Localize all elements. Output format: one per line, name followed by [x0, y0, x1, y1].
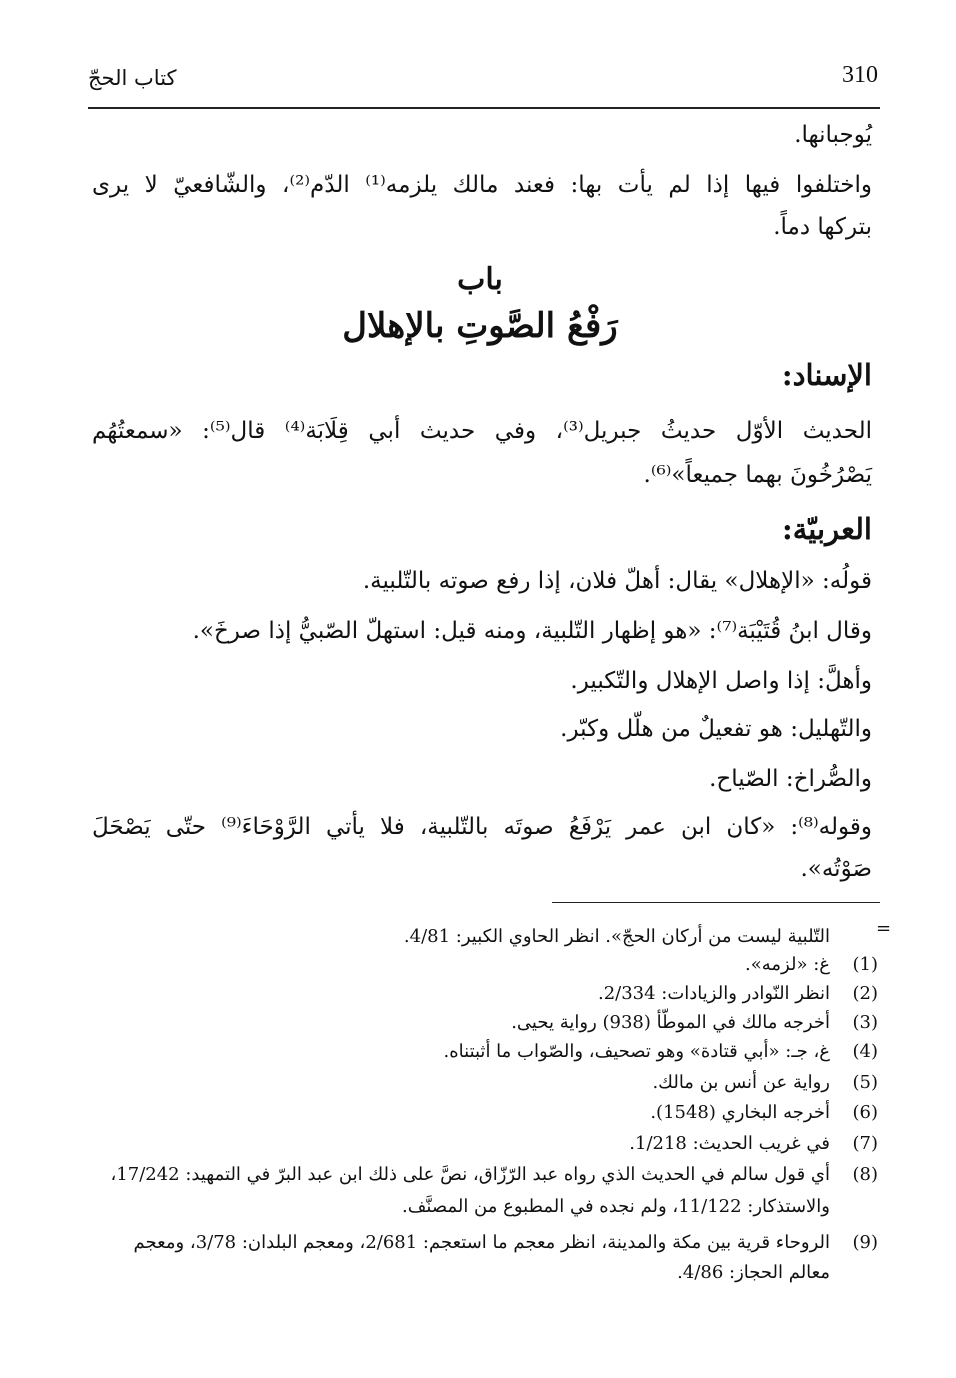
footnote-text: غ، جـ: «أبي قتادة» وهو تصحيف، والصّواب ما أثبتناه.: [443, 1041, 830, 1062]
body-line: يُوجبانها.: [794, 122, 872, 148]
body-line: يَصْرُخُونَ بهما جميعاً»⁽⁶⁾.: [643, 462, 872, 488]
footnote-rule: [552, 902, 880, 903]
footnote-number: (4): [852, 1041, 878, 1062]
body-line: وقوله⁽⁸⁾: «كان ابن عمر يَرْفَعُ صوتَه بالتّلبية، فلا يأتي الرَّوْحَاءَ⁽⁹⁾ حتّى يَصْحَلَ: [92, 814, 872, 840]
footnote-number: (5): [852, 1072, 878, 1093]
body-line: وقال ابنُ قُتَيْبَة⁽⁷⁾: «هو إظهار التّلبية، ومنه قيل: استهلّ الصّبيُّ إذا صرخَ».: [192, 618, 872, 644]
footnote-number: (7): [852, 1133, 878, 1154]
footnote-text: أخرجه مالك في الموطّأ (938) رواية يحيى.: [511, 1012, 830, 1033]
footnote-number: (2): [852, 983, 878, 1004]
body-line: وأهلَّ: إذا واصل الإهلال والتّكبير.: [570, 668, 872, 694]
footnote: [598, 983, 878, 1004]
footnote-text: غ: «لزمه».: [745, 954, 830, 975]
footnote-text: رواية عن أنس بن مالك.: [652, 1072, 830, 1093]
chapter-title: رَفْعُ الصَّوتِ بالإهلال: [342, 306, 618, 346]
footnote-text: انظر النّوادر والزيادات: 2/334.: [597, 983, 830, 1004]
body-line: واختلفوا فيها إذا لم يأت بها: فعند مالك يلزمه⁽¹⁾ الدّم⁽²⁾، والشّافعيّ لا يرى: [92, 172, 872, 198]
footnote-number: (6): [852, 1102, 878, 1123]
footnote-number: (3): [852, 1012, 878, 1033]
body-line: صَوْتُه».: [800, 856, 872, 882]
footnote-text: أخرجه البخاري (1548).: [650, 1102, 830, 1123]
footnote-continuation-line: معالم الحجاز: 4/86.: [677, 1262, 830, 1283]
chapter-label: باب: [457, 262, 503, 297]
footnote-number: (9): [852, 1232, 878, 1253]
body-line: قولُه: «الإهلال» يقال: أهلّ فلان، إذا رفع صوته بالتّلبية.: [362, 568, 872, 594]
section-heading-isnad: الإسناد:: [781, 358, 872, 392]
running-title: كتاب الحجّ: [88, 66, 177, 90]
footnote-continuation: التّلبية ليست من أركان الحجّ». انظر الحاوي الكبير: 4/81.: [403, 926, 830, 947]
footnote: [444, 1041, 879, 1062]
section-heading-arabiya: العربيّة:: [782, 512, 872, 546]
footnote-text: الروحاء قرية بين مكة والمدينة، انظر معجم ما استعجم: 2/681، ومعجم البلدان: 3/78، ومعجم: [133, 1232, 830, 1253]
footnote-text: أي قول سالم في الحديث الذي رواه عبد الرّزّاق، نصَّ على ذلك ابن عبد البرّ في التمهيد: 17/242،: [110, 1164, 830, 1185]
footnote: [650, 1102, 878, 1123]
footnote: [629, 1133, 878, 1154]
footnote-text: في غريب الحديث: 1/218.: [629, 1133, 830, 1154]
body-line: والصُّراخ: الصّياح.: [709, 766, 872, 792]
continuation-mark: =: [876, 918, 892, 939]
body-line: بتركها دماً.: [773, 214, 872, 240]
footnote: [511, 1012, 878, 1033]
footnote: [745, 954, 878, 975]
body-line: الحديث الأوّل حديثُ جبريل⁽³⁾، وفي حديث أبي قِلَابَة⁽⁴⁾ قال⁽⁵⁾: «سمعتُهُم: [92, 418, 872, 444]
footnote-number: (1): [852, 954, 878, 975]
page-number: 310: [842, 62, 878, 88]
footnote: [652, 1072, 878, 1093]
footnote: [111, 1164, 879, 1185]
body-line: والتّهليل: هو تفعيلٌ من هلّل وكبّر.: [560, 716, 872, 742]
footnote-continuation-line: والاستذكار: 11/122، ولم نجده في المطبوع من المصنَّف.: [402, 1196, 830, 1217]
footnote-number: (8): [852, 1164, 878, 1185]
header-rule: [88, 107, 880, 109]
footnote: [134, 1232, 878, 1253]
